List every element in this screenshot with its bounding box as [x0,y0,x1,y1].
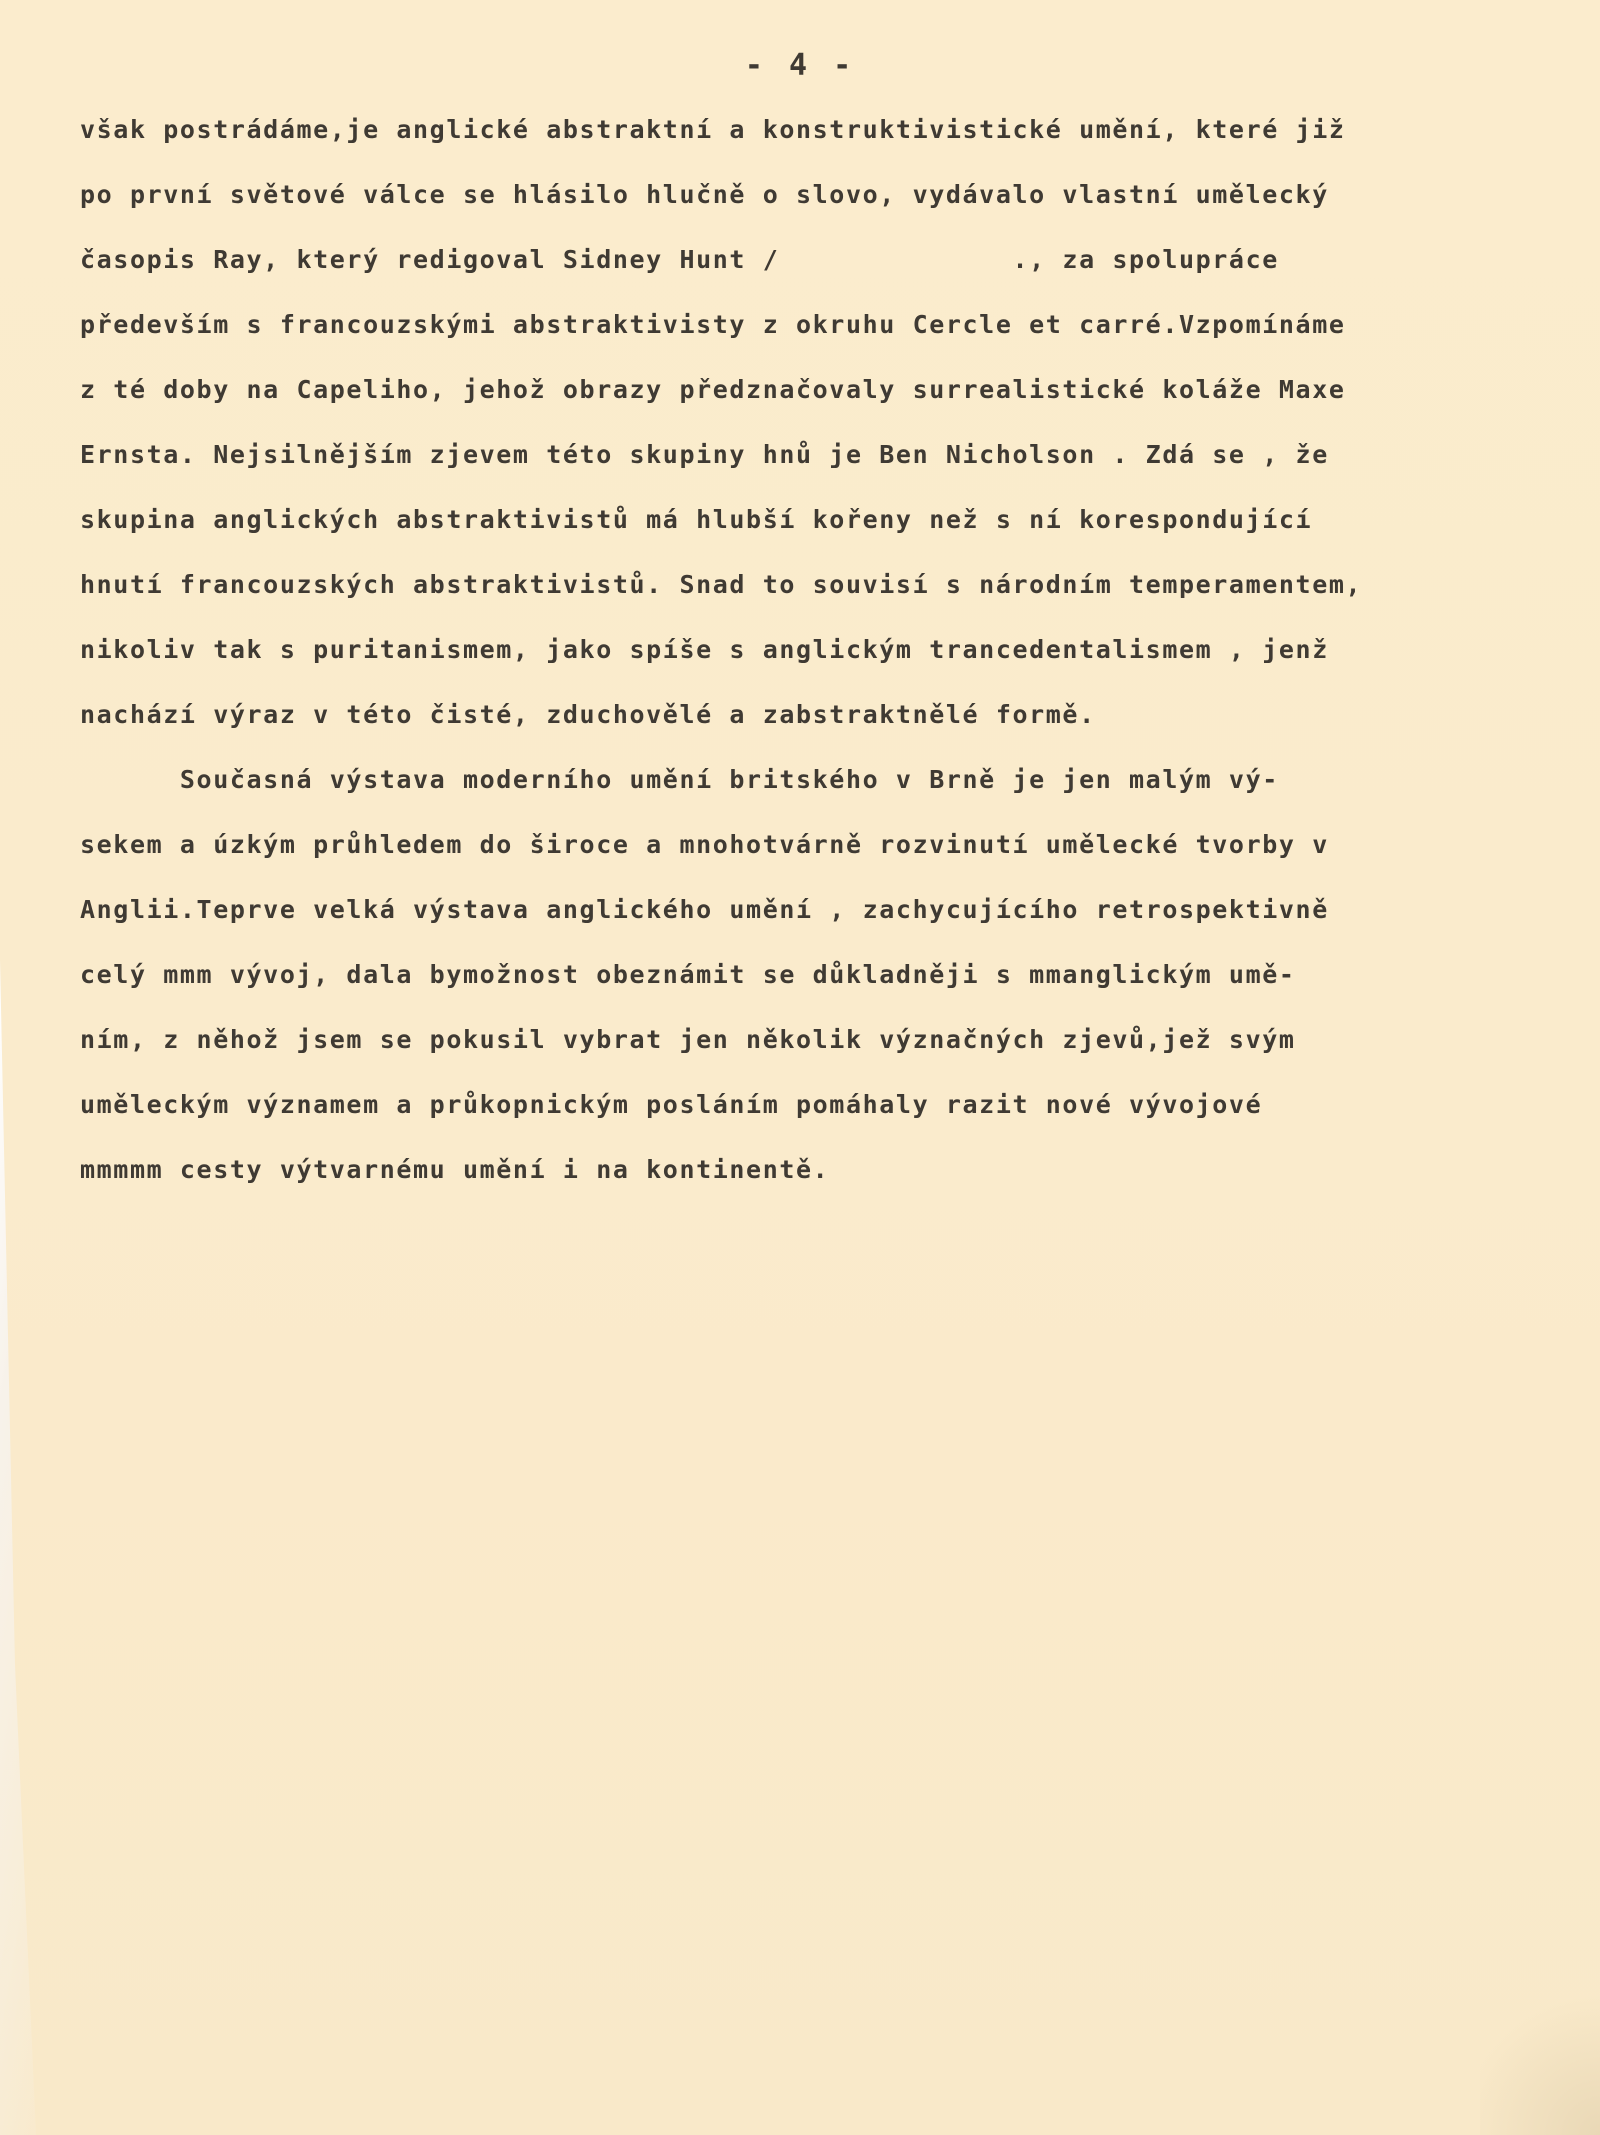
text-line: nachází výraz v této čisté, zduchovělé a zabstraktnělé formě. [80,700,1096,729]
page-number: - 4 - [744,48,856,83]
text-line: z té doby na Capeliho, jehož obrazy předznačovaly surrealistické koláže Maxe [80,375,1346,404]
text-line: celý mmm vývoj, dala bymožnost obeznámit se důkladněji s mmanglickým umě- [80,960,1296,989]
page-fold-shadow [0,960,60,2135]
text-line: uměleckým významem a průkopnickým posláním pomáhaly razit nové vývojové [80,1090,1263,1119]
text-line: skupina anglických abstraktivistů má hlubší kořeny než s ní korespondující [80,505,1313,534]
text-line: však postrádáme,je anglické abstraktní a konstruktivistické umění, které již [80,115,1346,144]
corner-stain [1480,1975,1600,2135]
text-line: především s francouzskými abstraktivisty z okruhu Cercle et carré.Vzpomínáme [80,310,1346,339]
text-line: sekem a úzkým průhledem do široce a mnohotvárně rozvinutí umělecké tvorby v [80,830,1329,859]
text-line: ním, z něhož jsem se pokusil vybrat jen několik význačných zjevů,jež svým [80,1025,1296,1054]
text-line: Současná výstava moderního umění britského v Brně je jen malým vý- [80,765,1279,794]
text-line: časopis Ray, který redigoval Sidney Hunt / ., za spolupráce [80,245,1279,274]
text-line: nikoliv tak s puritanismem, jako spíše s anglickým trancedentalismem , jenž [80,635,1329,664]
text-line: po první světové válce se hlásilo hlučně o slovo, vydávalo vlastní umělecký [80,180,1329,209]
text-line: Anglii.Teprve velká výstava anglického umění , zachycujícího retrospektivně [80,895,1329,924]
text-line: Ernsta. Nejsilnějším zjevem této skupiny hnů je Ben Nicholson . Zdá se , že [80,440,1329,469]
text-line: hnutí francouzských abstraktivistů. Snad to souvisí s národním temperamentem, [80,570,1363,599]
text-line: mmmmm cesty výtvarnému umění i na kontinentě. [80,1155,830,1184]
